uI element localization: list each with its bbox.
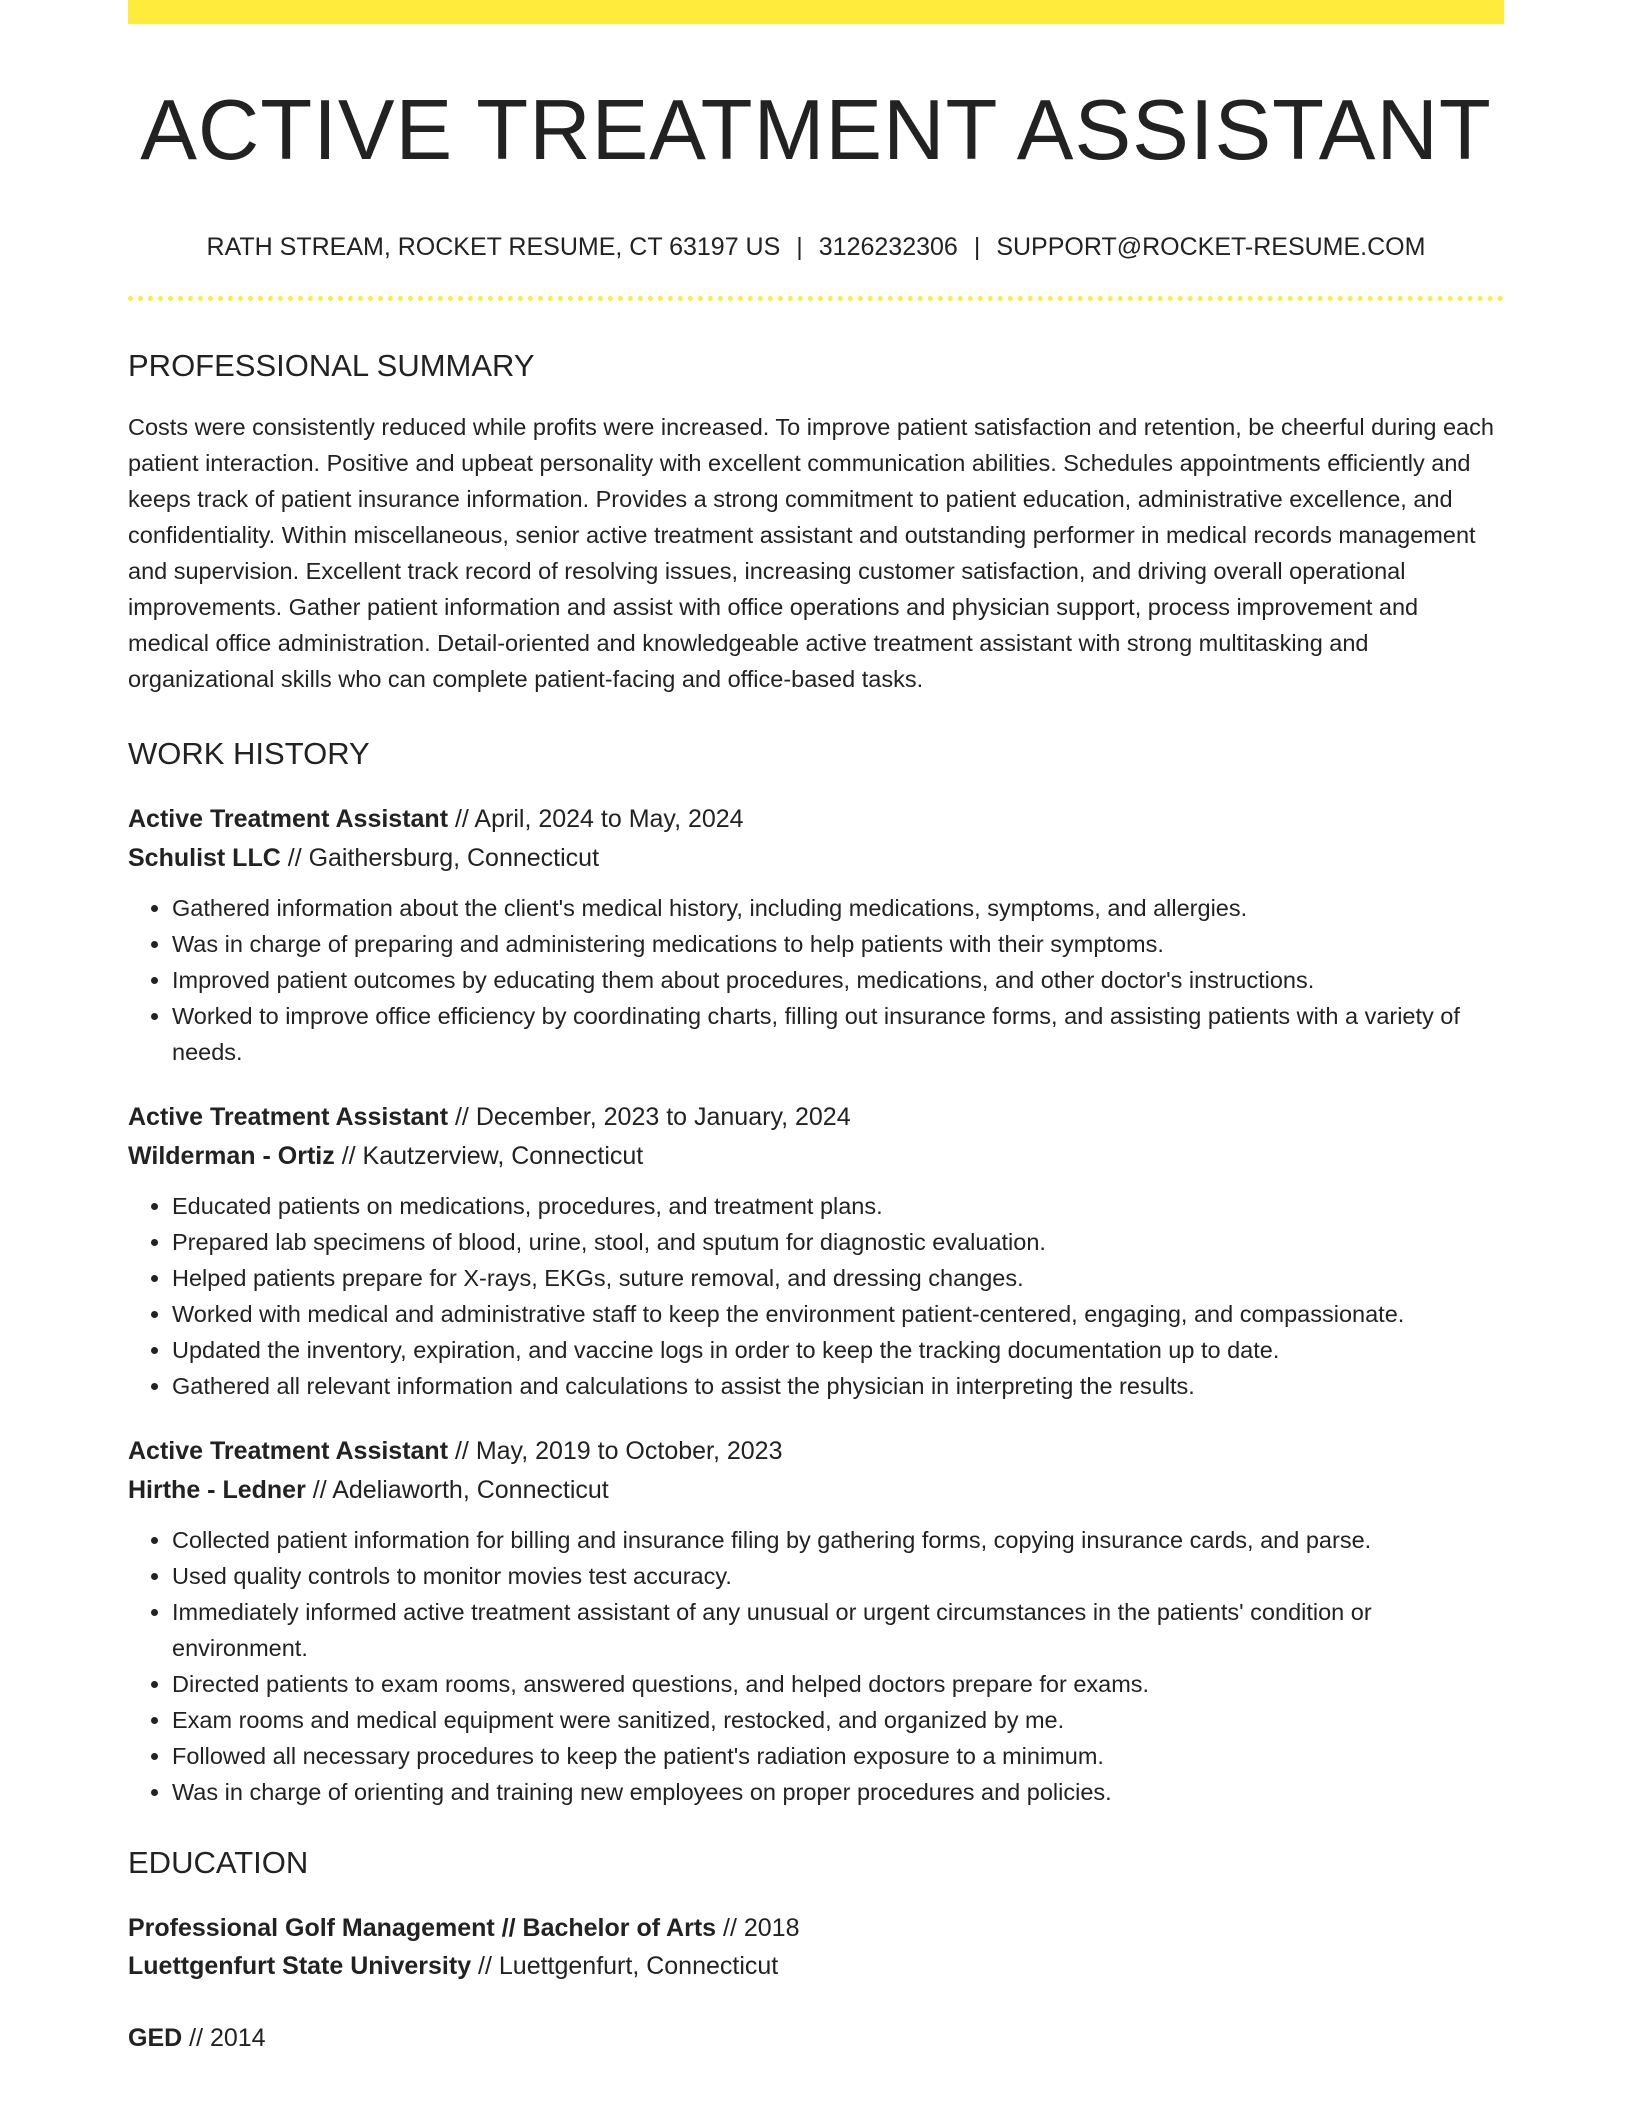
job-location: // Adeliaworth, Connecticut bbox=[305, 1476, 609, 1505]
job-role-line bbox=[128, 800, 1504, 839]
education-school: Luettgenfurt State University bbox=[128, 1952, 472, 1981]
accent-top-bar bbox=[128, 0, 1504, 24]
job-bullet: • Updated the inventory, expiration, and vaccine logs in order to keep the tracking documentation up to date. bbox=[172, 1332, 1504, 1368]
job-entry bbox=[128, 1432, 1504, 1810]
contact-line bbox=[128, 232, 1504, 262]
job-bullet: • Collected patient information for billing and insurance filing by gathering forms, copying insurance cards, and parse. bbox=[172, 1522, 1504, 1558]
job-role-line bbox=[128, 1432, 1504, 1471]
education-degree: Professional Golf Management // Bachelor of Arts bbox=[128, 1914, 717, 1943]
job-location: // Gaithersburg, Connecticut bbox=[280, 844, 600, 873]
job-bullet: • Followed all necessary procedures to keep the patient's radiation exposure to a minimum. bbox=[172, 1738, 1504, 1774]
job-dates: // May, 2019 to October, 2023 bbox=[448, 1437, 783, 1466]
job-bullets bbox=[128, 890, 1504, 1070]
education-degree: GED bbox=[128, 2024, 183, 2053]
job-bullet: • Was in charge of preparing and administering medications to help patients with their symptoms. bbox=[172, 926, 1504, 962]
education-entry bbox=[128, 1909, 1504, 1985]
education-location: // Luettgenfurt, Connecticut bbox=[471, 1952, 779, 1981]
job-bullet: • Exam rooms and medical equipment were sanitized, restocked, and organized by me. bbox=[172, 1702, 1504, 1738]
work-history-heading: WORK HISTORY bbox=[128, 735, 370, 771]
job-bullets bbox=[128, 1188, 1504, 1404]
summary-heading: PROFESSIONAL SUMMARY bbox=[128, 347, 535, 383]
job-dates: // December, 2023 to January, 2024 bbox=[448, 1103, 851, 1132]
job-entry bbox=[128, 800, 1504, 1070]
job-company-line bbox=[128, 1471, 1504, 1510]
job-entry bbox=[128, 1098, 1504, 1404]
job-bullet: • Was in charge of orienting and training new employees on proper procedures and policies. bbox=[172, 1774, 1504, 1810]
job-role-line bbox=[128, 1098, 1504, 1137]
job-bullet: • Improved patient outcomes by educating them about procedures, medications, and other doctor's instructions. bbox=[172, 962, 1504, 998]
job-company-line bbox=[128, 1137, 1504, 1176]
contact-separator: | bbox=[796, 232, 803, 261]
education-school-line bbox=[128, 1947, 1504, 1985]
job-location: // Kautzerview, Connecticut bbox=[334, 1142, 644, 1171]
contact-address: RATH STREAM, ROCKET RESUME, CT 63197 US bbox=[206, 232, 781, 261]
job-company: Wilderman - Ortiz bbox=[128, 1142, 335, 1171]
job-role: Active Treatment Assistant bbox=[128, 805, 449, 834]
job-bullet: • Immediately informed active treatment assistant of any unusual or urgent circumstances in the patients' condition or environment. bbox=[172, 1594, 1504, 1666]
job-bullet: • Gathered all relevant information and calculations to assist the physician in interpreting the results. bbox=[172, 1368, 1504, 1404]
job-bullet: • Used quality controls to monitor movies test accuracy. bbox=[172, 1558, 1504, 1594]
job-company: Schulist LLC bbox=[128, 844, 281, 873]
resume-name: ACTIVE TREATMENT ASSISTANT bbox=[140, 83, 1492, 178]
job-role: Active Treatment Assistant bbox=[128, 1437, 449, 1466]
job-dates: // April, 2024 to May, 2024 bbox=[448, 805, 744, 834]
job-bullet: • Worked to improve office efficiency by coordinating charts, filling out insurance forms, and assisting patients with a variety of needs. bbox=[172, 998, 1504, 1070]
contact-email: SUPPORT@ROCKET-RESUME.COM bbox=[996, 232, 1426, 261]
job-bullet: • Prepared lab specimens of blood, urine, stool, and sputum for diagnostic evaluation. bbox=[172, 1224, 1504, 1260]
summary-paragraph: Costs were consistently reduced while profits were increased. To improve patient satisfaction and retention, be cheerful during each patient interaction. Positive and upbeat personality with excellent communication abilities. Schedules appointments efficiently and keeps track of patient insurance information. Provides a strong commitment to patient education, administrative excellence, and confidentiality. Within miscellaneous, senior active treatment assistant and outstanding performer in medical records management and supervision. Excellent track record of resolving issues, increasing customer satisfaction, and driving overall operational improvements. Gather patient information and assist with office operations and physician support, process improvement and medical office administration. Detail-oriented and knowledgeable active treatment assistant with strong multitasking and organizational skills who can complete patient-facing and office-based tasks. bbox=[128, 413, 1494, 692]
job-company-line bbox=[128, 839, 1504, 878]
dotted-divider bbox=[128, 296, 1504, 301]
job-bullet: • Worked with medical and administrative staff to keep the environment patient-centered, engaging, and compassionate. bbox=[172, 1296, 1504, 1332]
job-bullet: • Educated patients on medications, procedures, and treatment plans. bbox=[172, 1188, 1504, 1224]
education-year: // 2014 bbox=[182, 2024, 266, 2053]
job-role: Active Treatment Assistant bbox=[128, 1103, 449, 1132]
education-degree-line bbox=[128, 1909, 1504, 1947]
contact-phone: 3126232306 bbox=[818, 232, 958, 261]
education-entry bbox=[128, 2019, 1504, 2057]
resume-page bbox=[128, 0, 1504, 2057]
contact-separator: | bbox=[973, 232, 981, 261]
job-company: Hirthe - Ledner bbox=[128, 1476, 306, 1505]
job-bullet: • Directed patients to exam rooms, answered questions, and helped doctors prepare for exams. bbox=[172, 1666, 1504, 1702]
job-bullets bbox=[128, 1522, 1504, 1810]
education-year: // 2018 bbox=[716, 1914, 800, 1943]
education-degree-line bbox=[128, 2019, 1504, 2057]
job-bullet: • Helped patients prepare for X-rays, EKGs, suture removal, and dressing changes. bbox=[172, 1260, 1504, 1296]
education-heading: EDUCATION bbox=[128, 1845, 309, 1881]
job-bullet: • Gathered information about the client's medical history, including medications, symptoms, and allergies. bbox=[172, 890, 1504, 926]
